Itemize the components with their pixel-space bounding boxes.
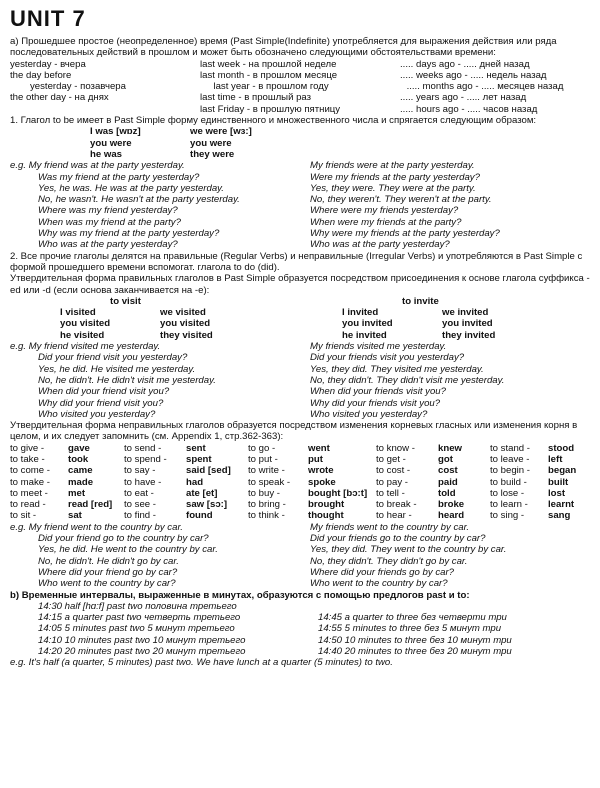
irregular-cell: heard [438, 510, 465, 522]
example-row [10, 194, 590, 205]
example-cell: Where did your friends go by car? [310, 566, 454, 578]
example-row [10, 398, 590, 409]
examples-visit [10, 341, 590, 420]
regular-intro: Утвердительная форма правильных глаголов в Past Simple образуется посредством присоединения к основе глагола суффикса -ed или -d (если основа заканчивается на -e): [10, 273, 590, 296]
irregular-row [10, 454, 590, 465]
irregular-cell: to lose - [490, 487, 525, 499]
example-cell: Was my friend at the party yesterday? [38, 171, 200, 183]
irregular-cell: to take - [10, 453, 45, 465]
example-row [10, 522, 590, 533]
time-cell: 14:20 20 minutes past two 20 минут третьего [38, 646, 246, 658]
conjugation-heads [10, 296, 590, 307]
irregular-cell: built [548, 476, 569, 488]
irregular-cell: to learn - [490, 499, 528, 511]
irregular-cell: brought [308, 499, 345, 511]
time-cell [318, 601, 588, 612]
example-row [10, 228, 590, 239]
irregular-cell: to spend - [124, 453, 167, 465]
examples-went [10, 522, 590, 590]
tobe-conjugation [10, 126, 590, 160]
irregular-cell: to put - [248, 453, 278, 465]
irregular-cell: to break - [376, 499, 417, 511]
time-word-cell: ..... weeks ago - ..... недель назад [400, 69, 547, 81]
section-b-intro: b) Временные интервалы, выраженные в минутах, образуются с помощью предлогов past и to: [10, 589, 470, 601]
irregular-row [10, 488, 590, 499]
example-cell: Why did your friend visit you? [38, 397, 164, 409]
time-word-row [10, 70, 590, 81]
example-row [10, 386, 590, 397]
example-cell: Where were my friends yesterday? [310, 205, 459, 217]
conjugation-cell: they invited [442, 329, 496, 341]
example-cell: Where was my friend yesterday? [38, 205, 178, 217]
irregular-cell: began [548, 465, 577, 477]
example-cell: When was my friend at the party? [38, 216, 181, 228]
time-cell: 14:15 a quarter past two четверть третьего [38, 612, 241, 624]
time-word-cell [10, 104, 200, 115]
example-cell: Did your friends visit you yesterday? [310, 352, 465, 364]
section-a-intro: a) Прошедшее простое (неопределенное) время (Past Simple(Indefinite) употребляется для выражения действия или ряда последовательных действий в прошлом и может быть обозначено следующими обстоятельствами времени: [10, 36, 557, 59]
time-cell: 14:55 5 minutes to three без 5 минут три [318, 623, 502, 635]
conjugation-cell: they visited [160, 329, 213, 341]
example-cell: Who visited you yesterday? [38, 408, 156, 420]
irregular-cell: went [308, 442, 330, 454]
tobe-cell: we were [wɜ:] [190, 126, 252, 138]
example-row [10, 544, 590, 555]
visit-head: to visit [110, 295, 141, 307]
final-example: e.g. It's half (a quarter, 5 minutes) past two. We have lunch at a quarter (5 minutes) to two. [10, 657, 393, 669]
unit-title: UNIT 7 [10, 6, 86, 31]
tobe-intro: 1. Глагол to be имеет в Past Simple форму единственного и множественного числа и спрягается следующим образом: [10, 115, 537, 127]
verbs-intro: 2. Все прочие глаголы делятся на правильные (Regular Verbs) и неправильные (Irregular Verbs) и употребляются в Past Simple с формой прошедшего времени вспомогат. глагола to do (did). [10, 250, 583, 273]
conjugation-cell: you invited [442, 318, 493, 330]
example-row [10, 172, 590, 183]
irregular-cell: to hear - [376, 510, 412, 522]
example-row [10, 352, 590, 363]
irregular-cell: to cost - [376, 465, 411, 477]
example-row [10, 217, 590, 228]
time-word-cell: ..... days ago - ..... дней назад [400, 58, 530, 70]
conjugation-tables [10, 307, 590, 341]
example-cell: Who went to the country by car? [310, 578, 448, 590]
example-cell: My friends visited me yesterday. [310, 341, 447, 353]
time-cell: 14:10 10 minutes past two 10 минут третьего [38, 634, 246, 646]
irregular-cell: to find - [124, 510, 156, 522]
example-cell: Who visited you yesterday? [310, 408, 428, 420]
irregular-cell: to pay - [376, 476, 408, 488]
example-cell: Yes, they did. They went to the country by car. [310, 544, 507, 556]
time-row [10, 646, 590, 657]
irregular-cell: sent [186, 442, 206, 454]
tobe-cell: I was [wɒz] [90, 126, 141, 138]
time-word-row [10, 59, 590, 70]
time-cell: 14:30 half [hɑ:f] past two половина третьего [38, 600, 237, 612]
example-cell: Why was my friend at the party yesterday? [38, 228, 220, 240]
time-word-cell: yesterday - позавчера [30, 81, 126, 93]
example-row [10, 556, 590, 567]
time-word-cell: last year - в прошлом году [213, 81, 329, 93]
irregular-cell: bought [bɔ:t] [308, 487, 368, 499]
example-row [10, 375, 590, 386]
irregular-cell: to write - [248, 465, 285, 477]
irregular-cell: knew [438, 442, 462, 454]
irregular-cell: told [438, 487, 456, 499]
irregular-cell: had [186, 476, 204, 488]
example-cell: Who went to the country by car? [38, 578, 176, 590]
tobe-cell: they were [190, 148, 235, 160]
conjugation-cell: he invited [342, 329, 387, 341]
time-cell: 14:45 a quarter to three без четверти три [318, 612, 507, 624]
example-cell: Did your friend go to the country by car? [38, 533, 209, 545]
example-cell: e.g. My friend was at the party yesterday. [10, 160, 185, 172]
irregular-cell: left [548, 453, 563, 465]
irregular-cell: broke [438, 499, 465, 511]
irregular-row [10, 499, 590, 510]
irregular-cell: met [68, 487, 86, 499]
conjugation-row [342, 307, 552, 318]
example-row [10, 533, 590, 544]
time-word-cell: the other day - на днях [10, 92, 109, 104]
example-cell: Who was at the party yesterday? [310, 239, 450, 251]
time-word-row [10, 104, 590, 115]
irregular-cell: got [438, 453, 453, 465]
irregular-cell: to speak - [248, 476, 291, 488]
example-cell: When did your friend visit you? [38, 386, 170, 398]
irregular-row [10, 465, 590, 476]
irregular-cell: to buy - [248, 487, 280, 499]
conjugation-cell: you invited [342, 318, 393, 330]
example-cell: When were my friends at the party? [310, 216, 462, 228]
example-cell: Who was at the party yesterday? [38, 239, 178, 251]
irregular-cell: ate [et] [186, 487, 218, 499]
time-cell: 14:05 5 minutes past two 5 минут третьего [38, 623, 235, 635]
time-word-cell: last week - на прошлой неделе [200, 58, 337, 70]
examples-tobe [10, 160, 590, 250]
tobe-cell: you were [90, 137, 132, 149]
time-word-cell: last month - в прошлом месяце [200, 69, 338, 81]
irregular-intro: Утвердительная форма неправильных глаголов образуется посредством изменения корневых гласных или изменения корня в целом, и их следует запомнить (см. Appendix 1, стр.362-363): [10, 420, 578, 443]
conjugation-row [342, 318, 552, 329]
example-row [10, 567, 590, 578]
example-cell: No, he didn't. He didn't go by car. [38, 555, 179, 567]
irregular-cell: to build - [490, 476, 527, 488]
irregular-cell: paid [438, 476, 458, 488]
irregular-cell: gave [68, 442, 90, 454]
irregular-cell: to read - [10, 499, 46, 511]
conjugation-cell: we invited [442, 307, 489, 319]
time-row [10, 601, 590, 612]
irregular-row [10, 443, 590, 454]
irregular-cell: to send - [124, 442, 162, 454]
invite-conjugation [312, 307, 552, 341]
irregular-verbs-table [10, 443, 590, 522]
irregular-cell: to see - [124, 499, 156, 511]
conjugation-row [60, 330, 312, 341]
tobe-cell: you were [190, 137, 232, 149]
irregular-cell: took [68, 453, 89, 465]
irregular-cell: to eat - [124, 487, 154, 499]
time-cell: 14:40 20 minutes to three без 20 минут три [318, 646, 512, 658]
irregular-cell: saw [sɔ:] [186, 499, 228, 511]
example-cell: Why did your friends visit you? [310, 397, 441, 409]
irregular-cell: stood [548, 442, 575, 454]
irregular-cell: to give - [10, 442, 45, 454]
example-row [10, 409, 590, 420]
example-cell: Yes, they did. They visited me yesterday. [310, 363, 484, 375]
example-cell: Why were my friends at the party yesterday? [310, 228, 500, 240]
example-cell: No, they weren't. They weren't at the party. [310, 194, 492, 206]
irregular-cell: to bring - [248, 499, 286, 511]
irregular-cell: found [186, 510, 213, 522]
example-cell: Where did your friend go by car? [38, 566, 178, 578]
invite-head: to invite [402, 295, 439, 307]
irregular-cell: to have - [124, 476, 162, 488]
example-cell: e.g. My friend went to the country by car. [10, 521, 183, 533]
example-cell: Were my friends at the party yesterday? [310, 171, 480, 183]
example-cell: Did your friend visit you yesterday? [38, 352, 188, 364]
irregular-cell: put [308, 453, 323, 465]
example-cell: Yes, he was. He was at the party yesterday. [38, 182, 224, 194]
irregular-cell: to think - [248, 510, 285, 522]
irregular-cell: read [red] [68, 499, 113, 511]
conjugation-cell: we visited [160, 307, 206, 319]
example-row [10, 578, 590, 589]
irregular-cell: sat [68, 510, 82, 522]
time-row [10, 612, 590, 623]
example-row [10, 205, 590, 216]
irregular-cell: said [sed] [186, 465, 231, 477]
time-word-cell: last time - в прошлый раз [200, 92, 312, 104]
time-word-cell: ..... months ago - ..... месяцев назад [406, 81, 564, 93]
example-cell: Yes, they were. They were at the party. [310, 182, 476, 194]
time-word-cell: ..... years ago - ..... лет назад [400, 92, 527, 104]
time-words-table [10, 59, 590, 115]
example-row [10, 239, 590, 250]
example-cell: No, he didn't. He didn't visit me yesterday. [38, 374, 216, 386]
time-word-cell: yesterday - вчера [10, 58, 86, 70]
time-row [10, 635, 590, 646]
irregular-cell: to sit - [10, 510, 37, 522]
irregular-cell: to begin - [490, 465, 531, 477]
irregular-cell: to tell - [376, 487, 405, 499]
irregular-cell: lost [548, 487, 566, 499]
example-cell: Yes, he did. He visited me yesterday. [38, 363, 196, 375]
irregular-cell: cost [438, 465, 458, 477]
irregular-cell: to leave - [490, 453, 530, 465]
example-row [10, 364, 590, 375]
irregular-cell: thought [308, 510, 344, 522]
irregular-row [10, 510, 590, 521]
example-cell: e.g. My friend visited me yesterday. [10, 341, 161, 353]
irregular-cell: spoke [308, 476, 336, 488]
conjugation-row [60, 307, 312, 318]
example-cell: Did your friends go to the country by car? [310, 533, 486, 545]
irregular-cell: wrote [308, 465, 334, 477]
visit-conjugation [10, 307, 312, 341]
irregular-cell: to know - [376, 442, 415, 454]
time-word-cell: last Friday - в прошлую пятницу [200, 103, 341, 115]
conjugation-row [342, 330, 552, 341]
conjugation-cell: you visited [160, 318, 211, 330]
time-word-row [10, 92, 590, 103]
irregular-cell: to get - [376, 453, 406, 465]
time-word-row [10, 81, 590, 92]
irregular-cell: learnt [548, 499, 575, 511]
tobe-row [10, 126, 590, 137]
irregular-cell: came [68, 465, 93, 477]
irregular-cell: to go - [248, 442, 276, 454]
irregular-row [10, 477, 590, 488]
irregular-cell: made [68, 476, 94, 488]
time-cell: 14:50 10 minutes to three без 10 минут три [318, 634, 512, 646]
conjugation-cell: you visited [60, 318, 111, 330]
example-row [10, 160, 590, 171]
example-cell: Yes, he did. He went to the country by car. [38, 544, 218, 556]
irregular-cell: to stand - [490, 442, 530, 454]
irregular-cell: to come - [10, 465, 50, 477]
conjugation-cell: he visited [60, 329, 105, 341]
tobe-row [10, 138, 590, 149]
conjugation-cell: I invited [342, 307, 379, 319]
example-row [10, 341, 590, 352]
irregular-cell: to say - [124, 465, 156, 477]
irregular-cell: to sing - [490, 510, 525, 522]
example-cell: My friends went to the country by car. [310, 521, 470, 533]
irregular-cell: sang [548, 510, 571, 522]
example-cell: No, they didn't. They didn't go by car. [310, 555, 468, 567]
example-cell: No, he wasn't. He wasn't at the party yesterday. [38, 194, 240, 206]
example-cell: My friends were at the party yesterday. [310, 160, 475, 172]
time-word-cell: ..... hours ago - ..... часов назад [400, 103, 538, 115]
tobe-row [10, 149, 590, 160]
irregular-cell: spent [186, 453, 212, 465]
time-word-cell: the day before [10, 69, 72, 81]
conjugation-row [60, 318, 312, 329]
conjugation-cell: I visited [60, 307, 96, 319]
irregular-cell: to meet - [10, 487, 48, 499]
tobe-cell: he was [90, 148, 122, 160]
example-cell: No, they didn't. They didn't visit me yesterday. [310, 374, 505, 386]
example-cell: When did your friends visit you? [310, 386, 446, 398]
irregular-cell: to make - [10, 476, 50, 488]
time-row [10, 623, 590, 634]
times-table [10, 601, 590, 657]
example-row [10, 183, 590, 194]
